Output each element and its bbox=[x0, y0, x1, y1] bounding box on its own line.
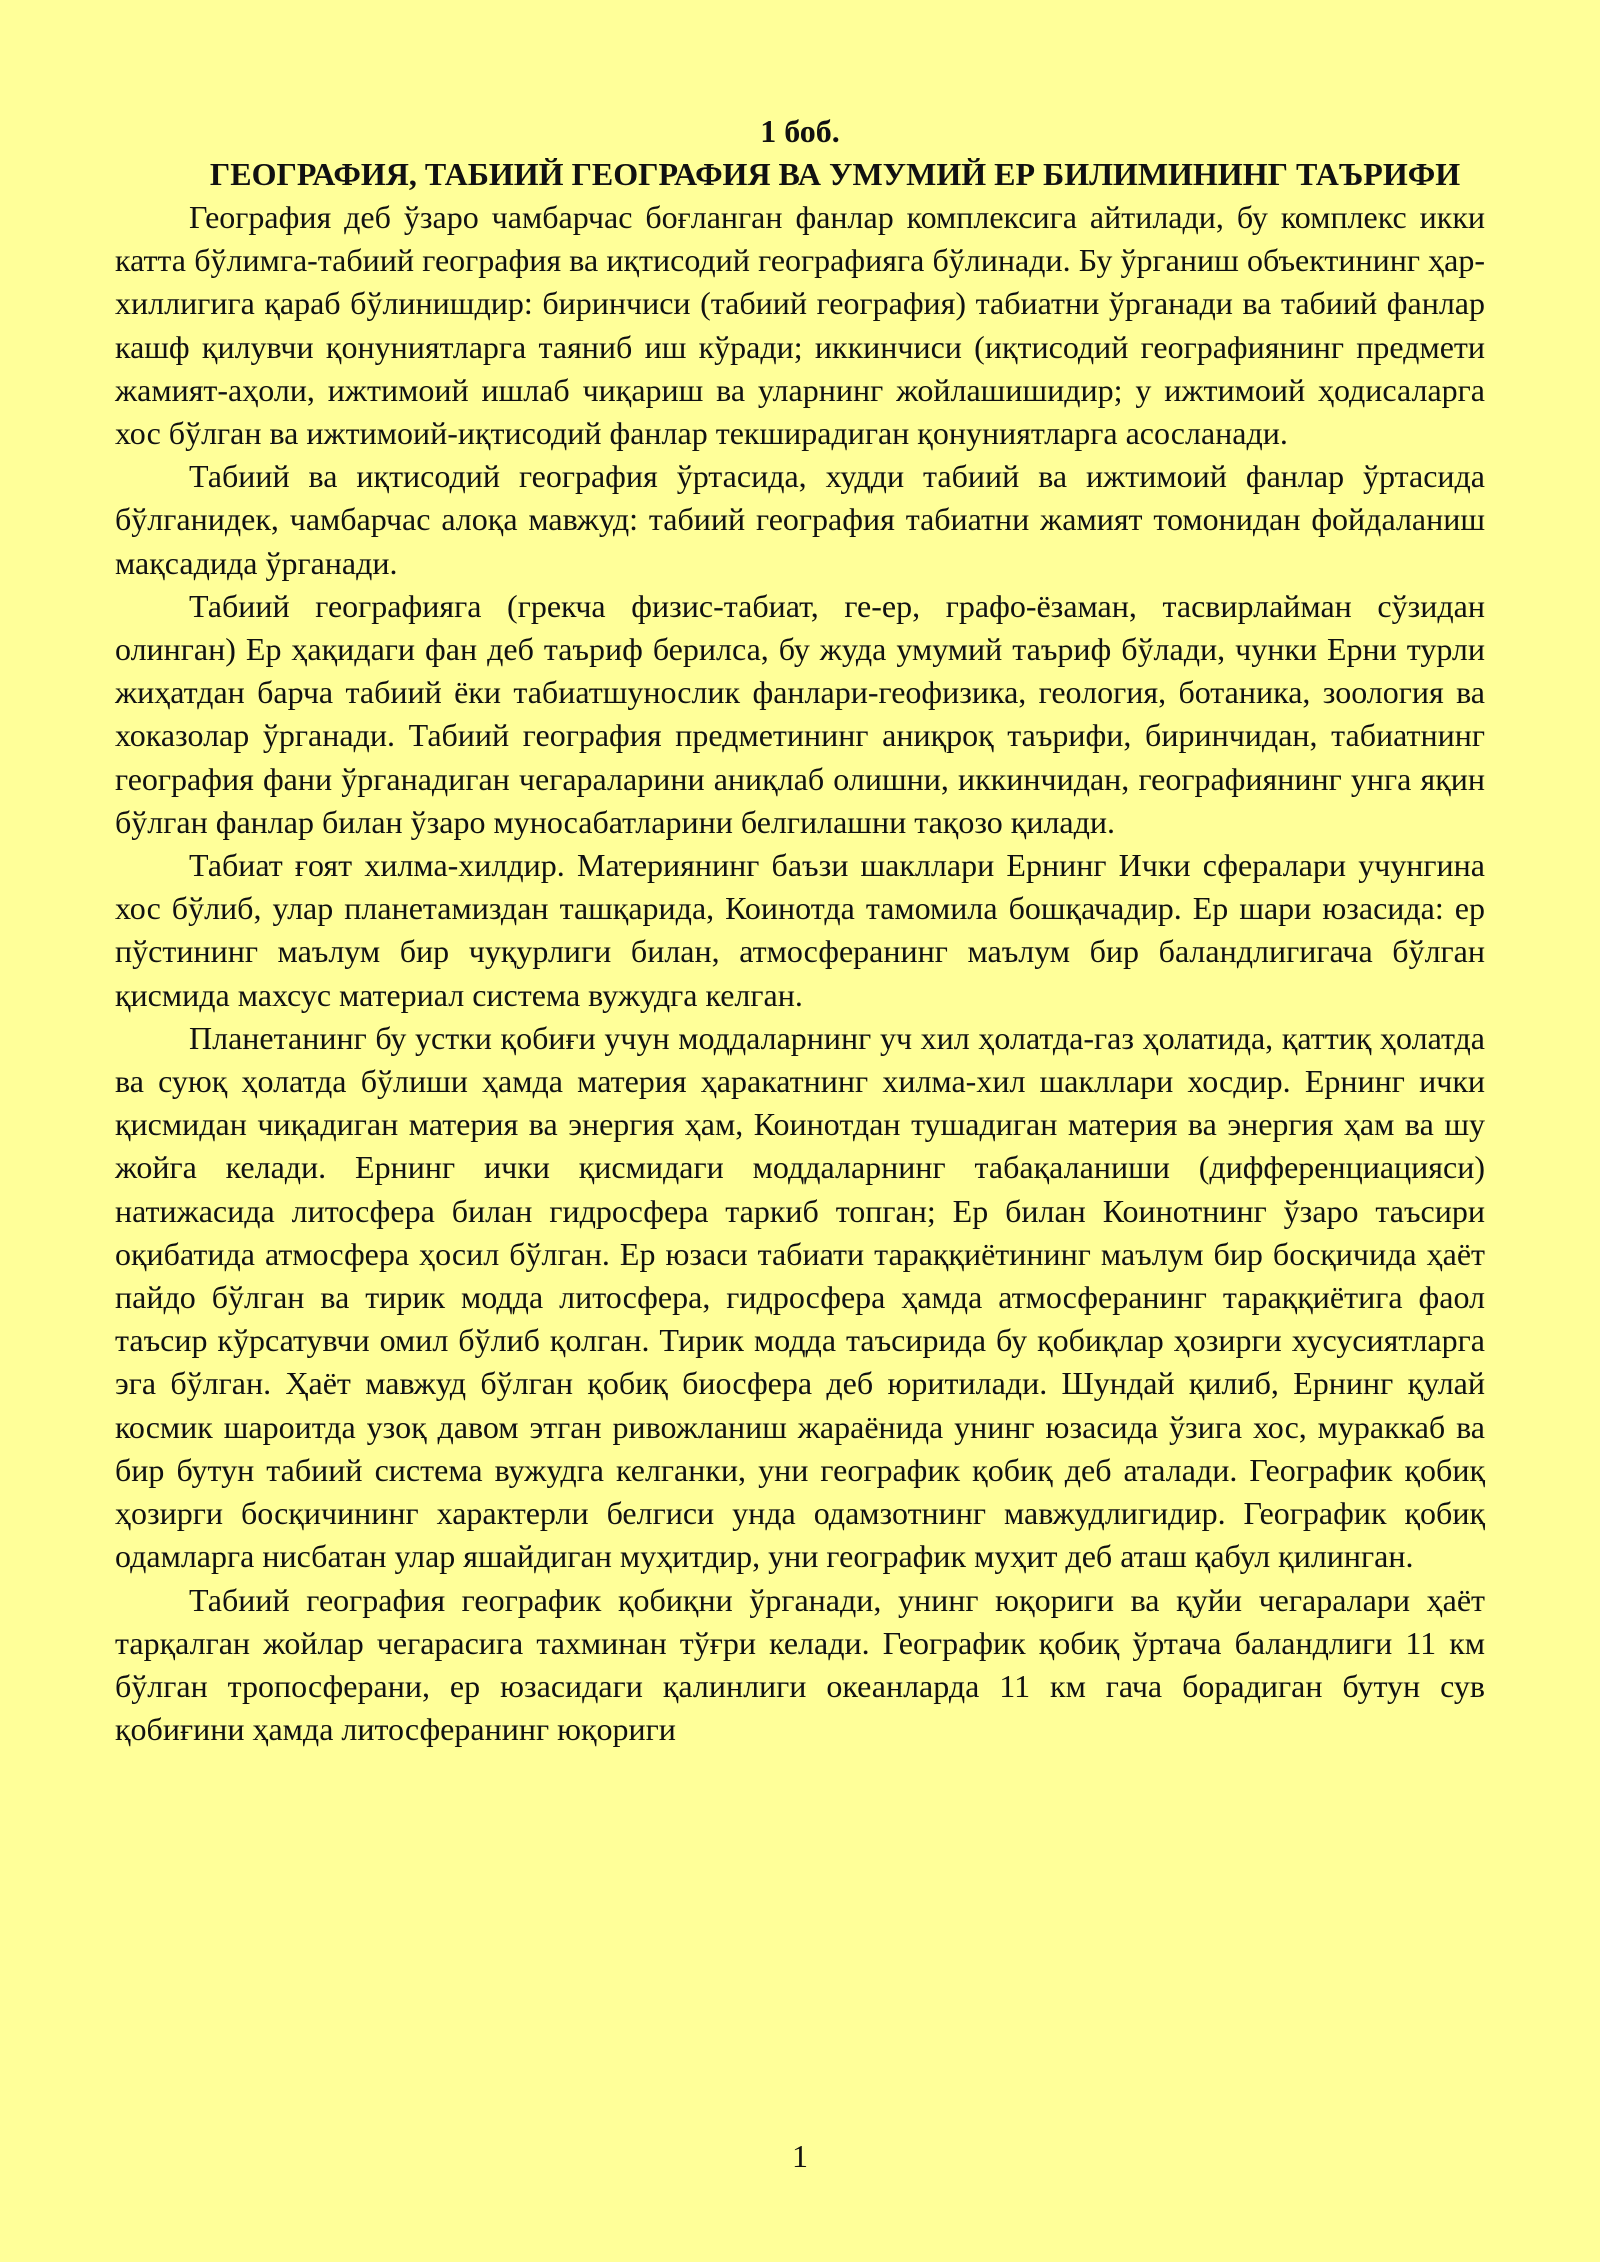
paragraph: Табиий география географик қобиқни ўрганади, унинг юқориги ва қуйи чегаралари ҳаёт тарқалган жойлар чегарасига тахминан тўғри келади. Географик қобиқ ўртача баландлиги 11 км бўлган тропосферани, ер юзасидаги қалинлиги океанларда 11 км гача борадиган бутун сув қобиғини ҳамда литосферанинг юқориги bbox=[115, 1581, 1485, 1748]
paragraph: Табиий ва иқтисодий география ўртасида, худди табиий ва ижтимоий фанлар ўртасида бўлганидек, чамбарчас алоқа мавжуд: табиий география табиатни жамият томонидан фойдаланиш мақсадида ўрганади. bbox=[115, 458, 1485, 581]
paragraph: Табиий географияга (грекча физис-табиат, ге-ер, графо-ёзаман, тасвирлайман сўзидан олинган) Ер ҳақидаги фан деб таъриф берилса, бу жуда умумий таъриф бўлади, чунки Ерни турли жиҳатдан барча табиий ёки табиатшунослик фанлари-геофизика, геология, ботаника, зоология ва хоказолар ўрганади. Табиий география предметининг аниқроқ таърифи, биринчидан, табиатнинг география фани ўрганадиган чегараларини аниқлаб олишни, иккинчидан, географиянинг унга яқин бўлган фанлар билан ўзаро муносабатларини белгилашни тақозо қилади. bbox=[115, 587, 1485, 840]
chapter-heading: 1 боб. bbox=[760, 113, 840, 149]
document-body bbox=[115, 196, 1485, 1751]
page-number: 1 bbox=[792, 2138, 808, 2174]
chapter-title: ГЕОГРАФИЯ, ТАБИИЙ ГЕОГРАФИЯ ВА УМУМИЙ ЕР БИЛИМИНИНГ ТАЪРИФИ bbox=[209, 156, 1461, 192]
paragraph: География деб ўзаро чамбарчас боғланган фанлар комплексига айтилади, бу комплекс икки катта бўлимга-табиий география ва иқтисодий географияга бўлинади. Бу ўрганиш объектининг ҳар-хиллигига қараб бўлинишдир: биринчиси (табиий география) табиатни ўрганади ва табиий фанлар кашф қилувчи қонуниятларга таяниб иш кўради; иккинчиси (иқтисодий географиянинг предмети жамият-аҳоли, ижтимоий ишлаб чиқариш ва уларнинг жойлашишидир; у ижтимоий ҳодисаларга хос бўлган ва ижтимоий-иқтисодий фанлар текширадиган қонуниятларга асосланади. bbox=[115, 199, 1485, 452]
document-page bbox=[115, 110, 1485, 1751]
paragraph: Планетанинг бу устки қобиғи учун моддаларнинг уч хил ҳолатда-газ ҳолатида, қаттиқ ҳолатда ва суюқ ҳолатда бўлиши ҳамда материя ҳаракатнинг хилма-хил шакллари хосдир. Ернинг ички қисмидан чиқадиган материя ва энергия ҳам, Коинотдан тушадиган материя ва энергия ҳам ва шу жойга келади. Ернинг ички қисмидаги моддаларнинг табақаланиши (дифференциацияси) натижасида литосфера билан гидросфера таркиб топган; Ер билан Коинотнинг ўзаро таъсири оқибатида атмосфера ҳосил бўлган. Ер юзаси табиати тараққиётининг маълум бир босқичида ҳаёт пайдо бўлган ва тирик модда литосфера, гидросфера ҳамда атмосферанинг тараққиётига фаол таъсир кўрсатувчи омил бўлиб қолган. Тирик модда таъсирида бу қобиқлар ҳозирги хусусиятларга эга бўлган. Ҳаёт мавжуд бўлган қобиқ биосфера деб юритилади. Шундай қилиб, Ернинг қулай космик шароитда узоқ давом этган ривожланиш жараёнида унинг юзасида ўзига хос, мураккаб ва бир бутун табиий система вужудга келганки, уни географик қобиқ деб аталади. Географик қобиқ ҳозирги босқичининг характерли белгиси унда одамзотнинг мавжудлигидир. Географик қобиқ одамларга нисбатан улар яшайдиган муҳитдир, уни географик муҳит деб аташ қабул қилинган. bbox=[115, 1019, 1485, 1575]
paragraph: Табиат ғоят хилма-хилдир. Материянинг баъзи шакллари Ернинг Ички сфералари учунгина хос бўлиб, улар планетамиздан ташқарида, Коинотда тамомила бошқачадир. Ер шари юзасида: ер пўстининг маълум бир чуқурлиги билан, атмосферанинг маълум бир баландлигигача бўлган қисмида махсус материал система вужудга келган. bbox=[115, 847, 1485, 1013]
